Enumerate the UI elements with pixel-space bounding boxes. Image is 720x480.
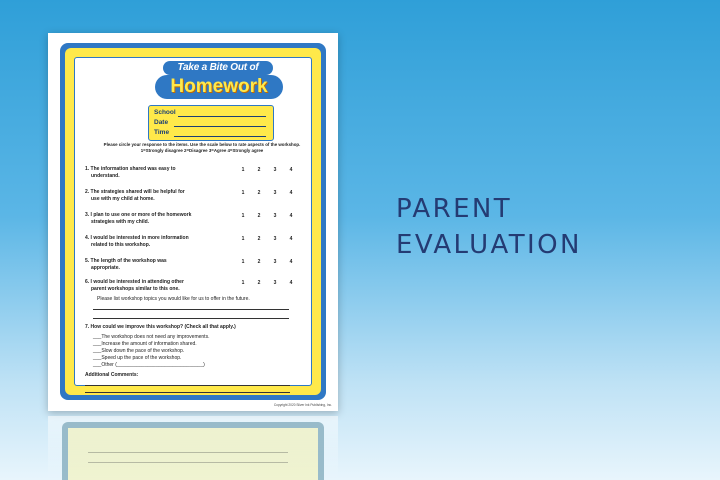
- rating-2: 2: [257, 213, 261, 219]
- question-text: 6. I would be interested in attending other: [85, 279, 184, 285]
- copyright: Copyright 2020 Silver Ink Publishing, Inc.: [273, 403, 332, 407]
- question-text: 4. I would be interested in more information: [85, 235, 189, 241]
- field-line: [174, 126, 266, 127]
- blue-frame: [60, 43, 326, 400]
- option-2: ___Increase the amount of information shared.: [93, 341, 197, 347]
- rating-2: 2: [257, 236, 261, 242]
- option-4: ___Speed up the pace of the workshop.: [93, 355, 182, 361]
- question-text: related to this workshop.: [91, 241, 151, 248]
- option-3: ___Slow down the pace of the workshop.: [93, 348, 185, 354]
- rating-4: 4: [289, 190, 293, 196]
- reflection-line: [88, 452, 288, 453]
- rating-scale: [235, 236, 299, 242]
- rating-1: 1: [241, 190, 245, 196]
- field-label-date: Date: [154, 119, 169, 126]
- yellow-frame: [65, 48, 321, 395]
- rating-scale: [235, 280, 299, 286]
- instructions: [87, 142, 317, 153]
- question-text: strategies with my child.: [91, 218, 150, 225]
- answer-line: [93, 309, 289, 310]
- reflection-line: [88, 462, 288, 463]
- question-1: [85, 166, 215, 179]
- page-title-line-1: PARENT: [396, 194, 513, 224]
- form-area: [74, 57, 312, 386]
- logo-title: Homework: [155, 75, 283, 99]
- field-label-time: Time: [154, 129, 170, 136]
- rating-4: 4: [289, 167, 293, 173]
- comment-line: [85, 392, 290, 393]
- rating-1: 1: [241, 280, 245, 286]
- field-label-school: School: [154, 109, 176, 116]
- question-text: understand.: [91, 172, 120, 179]
- rating-3: 3: [273, 213, 277, 219]
- question-text: 1. The information shared was easy to: [85, 166, 176, 172]
- logo-tagline: Take a Bite Out of: [163, 61, 273, 75]
- answer-line: [93, 318, 289, 319]
- question-6: [85, 279, 215, 292]
- instructions-text: Please circle your response to the items. Use the scale below to rate aspects of the workshop.: [103, 142, 301, 147]
- question-7: 7. How could we improve this workshop? (Check all that apply.): [85, 324, 236, 330]
- question-text: use with my child at home.: [91, 195, 155, 202]
- question-3: [85, 212, 215, 225]
- rating-2: 2: [257, 280, 261, 286]
- rating-3: 3: [273, 280, 277, 286]
- question-2: [85, 189, 215, 202]
- rating-4: 4: [289, 259, 293, 265]
- rating-2: 2: [257, 190, 261, 196]
- topics-prompt: Please list workshop topics you would like for us to offer in the future.: [97, 296, 250, 302]
- question-text: 2. The strategies shared will be helpful for: [85, 189, 185, 195]
- option-5: ___Other (_______________________________): [93, 362, 205, 368]
- rating-4: 4: [289, 280, 293, 286]
- question-4: [85, 235, 215, 248]
- rating-2: 2: [257, 259, 261, 265]
- rating-1: 1: [241, 213, 245, 219]
- question-text: parent workshops similar to this one.: [91, 285, 180, 292]
- rating-4: 4: [289, 213, 293, 219]
- rating-3: 3: [273, 167, 277, 173]
- rating-1: 1: [241, 236, 245, 242]
- rating-scale: [235, 213, 299, 219]
- rating-1: 1: [241, 259, 245, 265]
- option-1: ___The workshop does not need any improvements.: [93, 334, 210, 340]
- rating-1: 1: [241, 167, 245, 173]
- school-info-box: [148, 105, 274, 141]
- rating-3: 3: [273, 236, 277, 242]
- rating-3: 3: [273, 190, 277, 196]
- rating-scale: [235, 190, 299, 196]
- worksheet-preview: [48, 33, 338, 411]
- question-text: 3. I plan to use one or more of the homework: [85, 212, 192, 218]
- rating-3: 3: [273, 259, 277, 265]
- field-line: [178, 116, 266, 117]
- reflection-frame: [62, 422, 324, 480]
- rating-4: 4: [289, 236, 293, 242]
- comment-line: [85, 385, 290, 386]
- rating-2: 2: [257, 167, 261, 173]
- worksheet-reflection: [48, 416, 338, 480]
- rating-scale: [235, 259, 299, 265]
- page-title-line-2: EVALUATION: [396, 230, 582, 260]
- question-5: [85, 258, 215, 271]
- question-text: appropriate.: [91, 264, 120, 271]
- scale-legend: 1=Strongly disagree 2=Disagree 3=Agree 4=Strongly agree: [140, 147, 264, 153]
- question-text: 5. The length of the workshop was: [85, 258, 167, 264]
- rating-scale: [235, 167, 299, 173]
- field-line: [174, 136, 266, 137]
- comments-label: Additional Comments:: [85, 372, 139, 378]
